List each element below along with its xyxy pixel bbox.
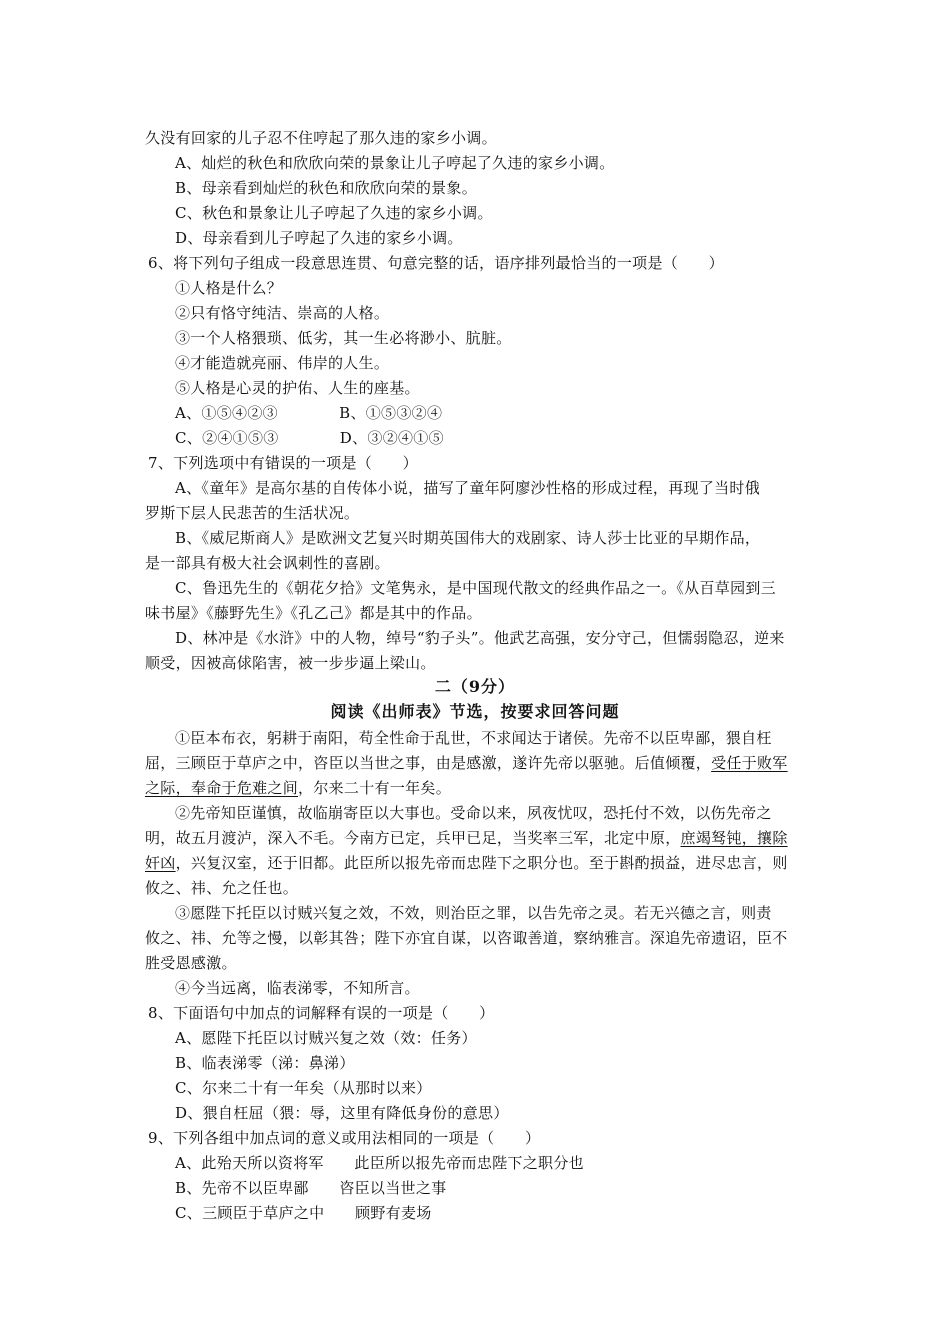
question-9: 9、下列各组中加点词的意义或用法相同的一项是（ ）: [148, 1129, 541, 1147]
option-d: D、母亲看到儿子哼起了久违的家乡小调。: [175, 229, 463, 247]
option-c: C、秋色和景象让儿子哼起了久违的家乡小调。: [175, 204, 493, 222]
option-a: A、愿陛下托臣以讨贼兴复之效（效：任务）: [175, 1029, 477, 1047]
passage-line: 攸之、祎、允等之慢，以彰其咎；陛下亦宜自谋，以咨诹善道，察纳雅言。深追先帝遗诏，臣不: [145, 929, 788, 947]
passage-text: ，尔来二十有一年矣。: [298, 779, 452, 797]
passage-paragraph-3: ③愿陛下托臣以讨贼兴复之效，不效，则治臣之罪，以告先帝之灵。若无兴德之言，则责: [175, 904, 772, 922]
option-a: A、灿烂的秋色和欣欣向荣的景象让儿子哼起了久违的家乡小调。: [175, 154, 615, 172]
question-6: 6、将下列句子组成一段意思连贯、句意完整的话，语序排列最恰当的一项是（ ）: [148, 254, 724, 272]
question-8: 8、下面语句中加点的词解释有误的一项是（ ）: [148, 1004, 495, 1022]
options-ab: A、①⑤④②③ B、①⑤③②④: [175, 404, 443, 422]
passage-text: ，兴复汉室，还于旧都。此臣所以报先帝而忠陛下之职分也。至于斟酌损益，进尽忠言，则: [175, 854, 788, 872]
passage-line: 胜受恩感激。: [145, 954, 237, 972]
option-b: B、母亲看到灿烂的秋色和欣欣向荣的景象。: [175, 179, 478, 197]
option-d: D、林冲是《水浒》中的人物，绰号“豹子头”。他武艺高强，安分守己，但懦弱隐忍，逆来: [175, 629, 785, 647]
option-c: C、尔来二十有一年矣（从那时以来）: [175, 1079, 432, 1097]
passage-paragraph-1: ①臣本布衣，躬耕于南阳，苟全性命于乱世，不求闻达于诸侯。先帝不以臣卑鄙，猥自枉: [175, 729, 772, 747]
text-line: 久没有回家的儿子忍不住哼起了那久违的家乡小调。: [145, 129, 497, 147]
section-title: 二（9分）: [434, 677, 516, 696]
option-a: A、此殆天所以资将军 此臣所以报先帝而忠陛下之职分也: [175, 1154, 584, 1172]
passage-line: [145, 853, 788, 873]
option-b: B、《威尼斯商人》是欧洲文艺复兴时期英国伟大的戏剧家、诗人莎士比亚的早期作品，: [175, 529, 761, 547]
option-b: B、临表涕零（涕：鼻涕）: [175, 1054, 355, 1072]
option-d-cont: 顺受，因被高俅陷害，被一步步逼上梁山。: [145, 654, 436, 672]
passage-line: [145, 828, 788, 848]
option-c-cont: 味书屋》《藤野先生》《孔乙己》都是其中的作品。: [145, 604, 482, 622]
passage-line: [145, 753, 788, 773]
option-a: A、《童年》是高尔基的自传体小说，描写了童年阿廖沙性格的形成过程，再现了当时俄: [175, 479, 761, 497]
option-c: C、鲁迅先生的《朝花夕拾》文笔隽永，是中国现代散文的经典作品之一。《从百草园到三: [175, 579, 776, 597]
passage-line: 攸之、祎、允之任也。: [145, 879, 299, 897]
option-b: B、先帝不以臣卑鄙 咨臣以当世之事: [175, 1179, 447, 1197]
underlined-text: 之际，奉命于危难之间: [145, 779, 299, 797]
sentence-5: ⑤人格是心灵的护佑、人生的座基。: [175, 379, 420, 397]
reading-title: 阅读《出师表》节选，按要求回答问题: [330, 702, 620, 721]
passage-paragraph-4: ④今当远离，临表涕零，不知所言。: [175, 979, 420, 997]
question-7: 7、下列选项中有错误的一项是（ ）: [148, 454, 418, 472]
passage-text: 明，故五月渡泸，深入不毛。今南方已定，兵甲已足，当奖率三军，北定中原，: [145, 829, 681, 847]
sentence-4: ④才能造就亮丽、伟岸的人生。: [175, 354, 390, 372]
underlined-text: 奸凶: [145, 854, 176, 872]
passage-line: [145, 778, 451, 798]
sentence-2: ②只有恪守纯洁、崇高的人格。: [175, 304, 390, 322]
option-c: C、三顾臣于草庐之中 顾野有麦场: [175, 1204, 432, 1222]
underlined-text: 受任于败军: [711, 754, 788, 772]
sentence-3: ③一个人格猥琐、低劣，其一生必将渺小、肮脏。: [175, 329, 512, 347]
option-a-cont: 罗斯下层人民悲苦的生活状况。: [145, 504, 360, 522]
underlined-text: 庶竭驽钝，攘除: [680, 829, 788, 847]
option-b-cont: 是一部具有极大社会讽刺性的喜剧。: [145, 554, 390, 572]
passage-text: 屈，三顾臣于草庐之中，咨臣以当世之事，由是感激，遂许先帝以驱驰。后值倾覆，: [145, 754, 712, 772]
options-cd: C、②④①⑤③ D、③②④①⑤: [175, 429, 444, 447]
option-d: D、猥自枉屈（猥：辱，这里有降低身份的意思）: [175, 1104, 509, 1122]
passage-paragraph-2: ②先帝知臣谨慎，故临崩寄臣以大事也。受命以来，夙夜忧叹，恐托付不效，以伤先帝之: [175, 804, 772, 822]
sentence-1: ①人格是什么？: [175, 279, 283, 297]
